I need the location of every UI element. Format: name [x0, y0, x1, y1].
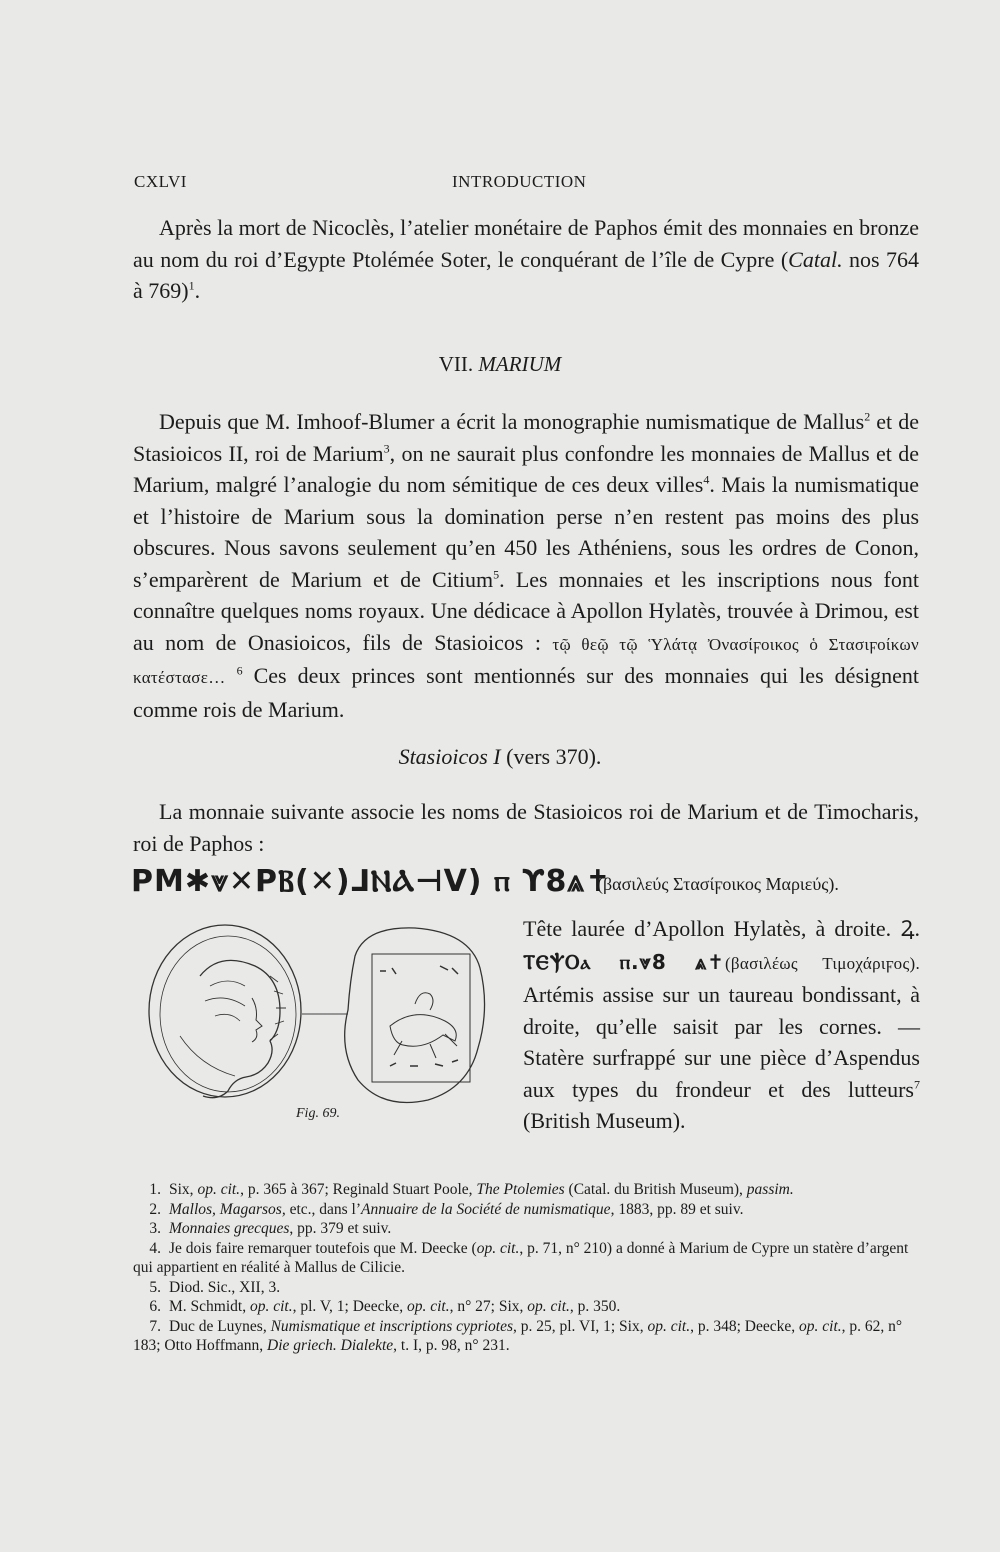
footnote-ref: 6 — [236, 663, 243, 678]
footnote-number: 1. — [149, 1181, 161, 1198]
footnote-number: 3. — [149, 1220, 161, 1237]
footnote-text: The Ptolemies — [476, 1181, 565, 1198]
footnote-text: , 1883, pp. 89 et suiv. — [610, 1200, 744, 1218]
footnote — [133, 1219, 919, 1239]
footnote-text: Six, — [169, 1181, 198, 1198]
footnote-text: etc., dans l’ — [285, 1200, 362, 1218]
footnote — [133, 1317, 919, 1356]
subheading-stasioicos — [0, 744, 1000, 770]
footnote — [133, 1278, 919, 1298]
king-date: (vers 370). — [500, 744, 602, 769]
paragraph-text: Ces deux princes sont mentionnés sur des monnaies qui les désignent comme rois de Marium. — [133, 663, 919, 722]
footnote-text: op. cit. — [406, 1298, 450, 1315]
coin-description — [523, 913, 920, 1137]
footnote-text: , pp. 379 et suiv. — [289, 1220, 392, 1237]
greek-inscription: τῷ θεῷ τῷ Ὑλάτᾳ Ὀνασίϝοικος ὁ Στασιϝοίκων κατέστασε… — [133, 634, 919, 687]
footnote-ref: 5 — [493, 567, 500, 582]
coin-illustration — [140, 916, 510, 1166]
section-number: VII. — [438, 352, 474, 376]
greek-transliteration-reverse: (βασιλέως Τιμοχάριϝος). — [724, 953, 920, 973]
obverse-description: Tête laurée d’Apollon Hylatès, à droite. — [523, 916, 901, 941]
reverse-sign: Ꝝ. — [900, 916, 920, 941]
greek-transliteration: (βασιλεύς Στασίϝοικος Μαριεύς). — [597, 874, 839, 894]
paragraph-text: Après la mort de Nicoclès, l’atelier monétaire de Paphos émit des monnaies en bronze au nom du roi d’Egypte Ptolémée Soter, le conquérant de l’île de Cypre ( — [133, 215, 919, 272]
footnote-text: op. cit. — [249, 1298, 293, 1315]
coin-obverse — [149, 925, 301, 1098]
coin-legend — [131, 862, 921, 906]
footnote-text: op. cit. — [799, 1317, 842, 1335]
footnote — [133, 1239, 919, 1278]
paragraph-ptolemy: Après la mort de Nicoclès, l’atelier monétaire de Paphos émit des monnaies en bronze au nom du roi d’Egypte Ptolémée Soter, le conquérant de l’île de Cypre (Catal. nos 764 à 769)$^1$. — [133, 215, 920, 303]
footnote — [133, 1200, 919, 1220]
footnote-text: Mallos, Magarsos, — [169, 1200, 286, 1218]
paragraph-coin-intro: La monnaie suivante associe les noms de Stasioicos roi de Marium et de Timocharis, roi de Paphos : — [133, 799, 919, 856]
footnote-ref: 4 — [703, 472, 710, 487]
footnote-text: , t. I, p. 98, n° 231. — [393, 1337, 510, 1354]
footnote-text: , p. 365 à 367; Reginald Stuart Poole, — [240, 1181, 477, 1198]
footnote — [133, 1297, 919, 1317]
collection-note: (British Museum). — [523, 1108, 686, 1133]
footnote-text: , pl. V, 1; Deecke, — [292, 1298, 407, 1315]
footnote-ref: 7 — [914, 1077, 920, 1092]
figure-caption: Fig. 69. — [296, 1106, 340, 1121]
footnote-text: Je dois faire remarquer toutefois que M. Deecke ( — [169, 1239, 477, 1257]
footnote-text: passim. — [746, 1181, 794, 1198]
folio-number: CXLVI — [134, 172, 187, 191]
king-name: Stasioicos I — [398, 744, 501, 769]
cypriot-script-reverse: ⲦⲈⲮⲞⲁ ⲡ.⩔8 ⩓✝ — [523, 949, 725, 974]
coin-reverse — [345, 928, 485, 1103]
footnote-ref: 2 — [864, 409, 871, 424]
section-name: MARIUM — [478, 352, 562, 376]
footnote-text: , n° 27; Six, — [449, 1298, 528, 1315]
footnote-text: (Catal. du British Museum), — [564, 1181, 747, 1198]
catalogue-ref: Catal. — [788, 246, 843, 272]
footnote-text: op. cit. — [197, 1181, 241, 1198]
reverse-description: Artémis assise sur un taureau bondissant, à droite, qu’elle saisit par les cornes. — Statère surfrappé sur une pièce d’Aspendus aux types du frondeur et des lutteurs — [523, 982, 920, 1102]
footnote-number: 6. — [149, 1298, 161, 1315]
footnote-text: Monnaies grecques — [169, 1220, 290, 1237]
footnote-text: , p. 350. — [569, 1298, 621, 1315]
footnote-number: 5. — [149, 1278, 161, 1296]
footnote-ref: 3 — [383, 441, 390, 456]
paragraph-text: , on ne saurait plus confondre les monnaies de Mallus et de Marium, malgré l’analogie du nom sémitique de ces deux villes — [133, 440, 919, 497]
footnote-text: Annuaire de la Société de numismatique — [361, 1200, 611, 1218]
footnote-text: Numismatique et inscriptions cypriotes — [270, 1317, 513, 1335]
footnote-text: , p. 348; Deecke, — [690, 1317, 800, 1335]
running-title: INTRODUCTION — [452, 172, 587, 191]
footnote-number: 2. — [149, 1200, 161, 1218]
footnote-text: Die griech. Dialekte — [267, 1337, 394, 1354]
cypriot-script-legend: ΡΜ✱⩔✕ΡⲂ(✕)⅃ⲚⲀ⊣V) ⲡ ϒ8⩓✝ — [131, 864, 612, 899]
footnote-number: 7. — [149, 1317, 161, 1335]
footnote-text: Duc de Luynes, — [169, 1317, 271, 1335]
footnote-text: , p. 62, n° 183; Otto Hoffmann, — [133, 1317, 903, 1354]
footnote-text: M. Schmidt, — [169, 1298, 250, 1315]
footnote-text: op. cit. — [476, 1239, 520, 1257]
footnote-text: op. cit. — [647, 1317, 691, 1335]
footnote — [133, 1180, 919, 1200]
section-heading — [0, 352, 1000, 377]
footnote-text: Diod. Sic., XII, 3. — [169, 1278, 281, 1296]
footnote-number: 4. — [149, 1239, 161, 1257]
footnote-text: , p. 71, n° 210) a donné à Marium de Cypre un statère d’argent qui appartient en réalité à Mallus de Cilicie. — [133, 1239, 909, 1276]
paragraph-text: Depuis que M. Imhoof-Blumer a écrit la monographie numismatique de Mallus — [159, 409, 865, 434]
paragraph-text: . Mais la numismatique et l’histoire de Marium sous la domination perse n’en restent pas moins des plus obscures. Nous savons seulement qu’en 450 les Athéniens, sous les ordres de Conon, s’emparèrent de Marium et de Citium — [133, 472, 919, 592]
paragraph-marium — [133, 406, 919, 725]
footnote-text: , p. 25, pl. VI, 1; Six, — [512, 1317, 648, 1335]
footnotes — [133, 1180, 919, 1356]
paragraph-text: . Les monnaies et les inscriptions nous font connaître quelques noms royaux. Une dédicace à Apollon Hylatès, trouvée à Drimou, est au nom de Onasioicos, fils de Stasioicos : — [133, 566, 919, 655]
footnote-ref: 1 — [188, 278, 195, 293]
catalogue-numbers: nos 764 à 769) — [133, 246, 920, 303]
footnote-text: op. cit. — [527, 1298, 570, 1315]
paragraph-text: et de Stasioicos II, roi de Marium — [133, 409, 919, 466]
